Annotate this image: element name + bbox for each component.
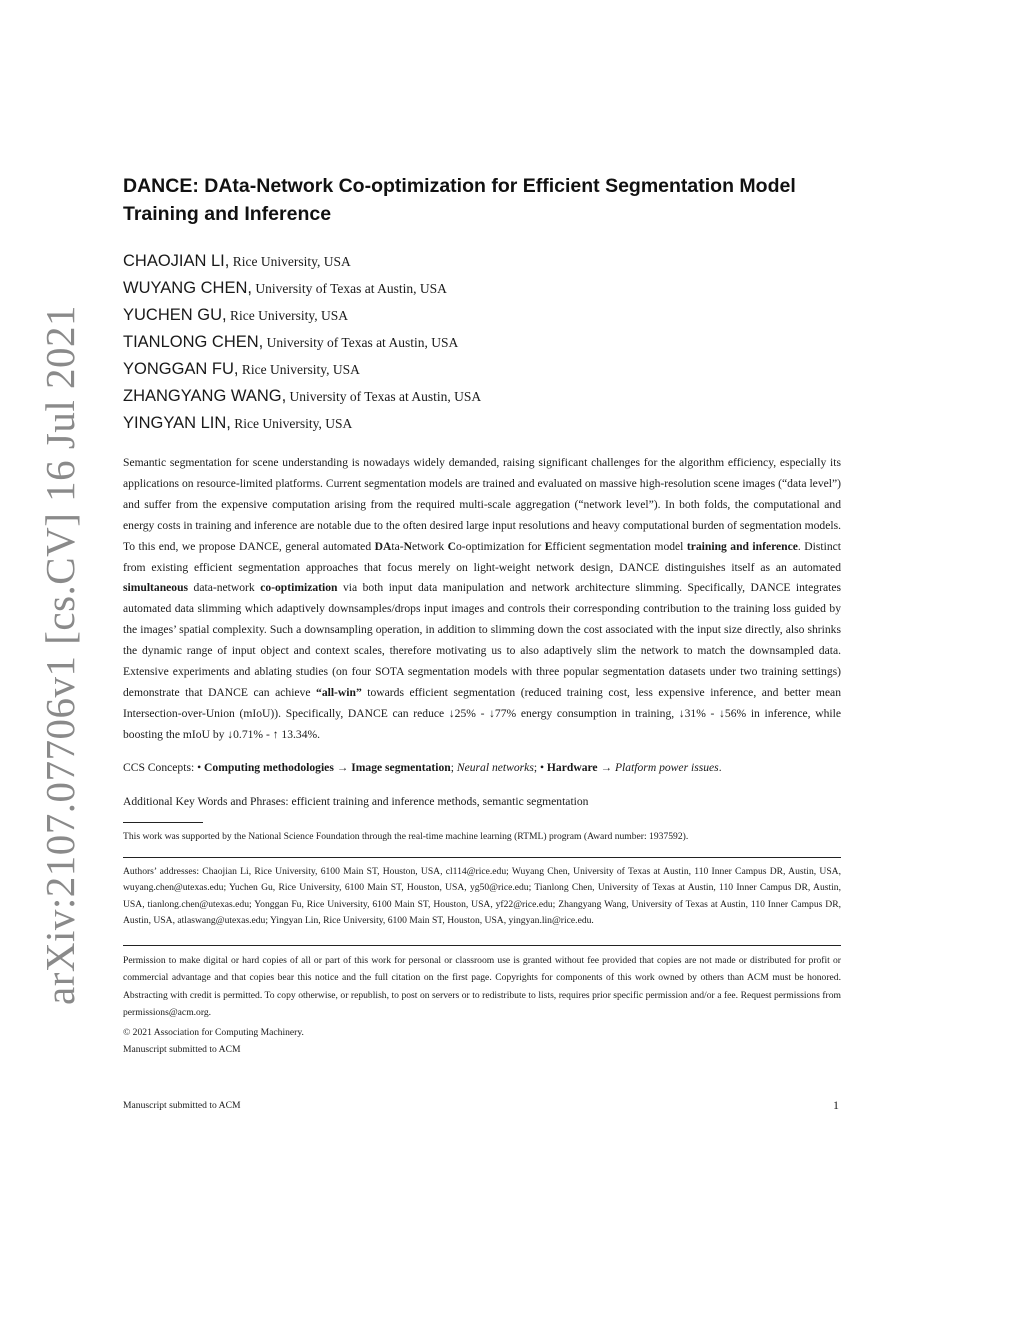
author-affiliation: Rice University, USA [241, 362, 360, 377]
abstract [123, 453, 841, 746]
funding-footnote: This work was supported by the National Science Foundation through the real-time machine learning (RTML) program (Award number: 1937592). [123, 830, 689, 842]
author-name: WUYANG CHEN, [123, 279, 252, 297]
permission-divider [123, 945, 841, 946]
author-name: ZHANGYANG WANG, [123, 387, 287, 405]
abstract-emphasis: E [544, 539, 553, 553]
abstract-emphasis: co-optimization [260, 581, 338, 595]
ccs-concept: Computing methodologies → Image segmentation [204, 760, 451, 774]
author-affiliation: University of Texas at Austin, USA [289, 389, 482, 404]
author-affiliation: Rice University, USA [234, 416, 353, 431]
ccs-concept: Hardware → [546, 760, 615, 774]
manuscript-note: Manuscript submitted to ACM [123, 1044, 241, 1056]
author-name: CHAOJIAN LI, [123, 252, 230, 270]
abstract-emphasis: DA [374, 539, 392, 553]
ccs-separator: ; [450, 760, 457, 774]
footnote-divider [123, 822, 203, 823]
ccs-label: CCS Concepts: • [123, 760, 205, 774]
page-footer [123, 1100, 841, 1111]
abstract-text: ta- [391, 539, 404, 553]
abstract-emphasis: N [403, 539, 412, 553]
page-number: 1 [833, 1098, 839, 1112]
footer-manuscript-label: Manuscript submitted to ACM [123, 1100, 241, 1111]
paper-first-page [123, 172, 841, 1059]
abstract-emphasis: C [447, 539, 456, 553]
author-name: TIANLONG CHEN, [123, 333, 264, 351]
author-entry [123, 248, 841, 275]
author-entry [123, 383, 841, 410]
ccs-separator: . [718, 760, 722, 774]
author-affiliation: Rice University, USA [232, 254, 351, 269]
author-name: YUCHEN GU, [123, 306, 227, 324]
author-entry [123, 275, 841, 302]
abstract-text: . Distinct from existing efficient segmentation approaches that focus merely on light-weight network design, DANCE distinguishes itself as an automated [123, 539, 841, 574]
copyright-notice: © 2021 Association for Computing Machinery. [123, 1026, 304, 1038]
ccs-concept: Platform power issues [614, 760, 719, 774]
arxiv-identifier: arXiv:2107.07706v1 [cs.CV] 16 Jul 2021 [37, 304, 83, 1006]
ccs-separator: ; • [533, 760, 547, 774]
abstract-text: etwork [411, 539, 448, 553]
author-entry [123, 410, 841, 437]
abstract-text: towards efficient segmentation (reduced training cost, less expensive inference, and better mean Intersection-over-Union (mIoU)). Specifically, DANCE can reduce ↓25% - ↓77% energy consumption in training, ↓31% - ↓56% in inference, while boosting the mIoU by ↓0.71% - ↑ 13.34%. [123, 685, 841, 741]
abstract-emphasis: “all-win” [316, 685, 362, 699]
author-affiliation: University of Texas at Austin, USA [255, 281, 447, 296]
author-entry [123, 329, 841, 356]
addresses-divider [123, 857, 841, 858]
ccs-concept: Neural networks [456, 760, 534, 774]
abstract-text: fficient segmentation model [552, 539, 687, 553]
author-affiliation: University of Texas at Austin, USA [266, 335, 459, 350]
author-name: YONGGAN FU, [123, 360, 239, 378]
abstract-emphasis: simultaneous [123, 581, 189, 595]
paper-title: DANCE: DAta-Network Co-optimization for Efficient Segmentation Model Training and Inference [123, 175, 796, 225]
keywords: Additional Key Words and Phrases: efficient training and inference methods, semantic segmentation [123, 794, 589, 808]
author-name: YINGYAN LIN, [123, 414, 231, 432]
author-addresses: Authors’ addresses: Chaojian Li, Rice University, 6100 Main ST, Houston, USA, cl114@rice.edu; Wuyang Chen, University of Texas at Austin, 110 Inner Campus DR, Austin, USA, wuyang.chen@utexas.edu; Yuchen Gu, Rice University, 6100 Main ST, Houston, USA, yg50@rice.edu; Tianlong Chen, University of Texas at Austin, 110 Inner Campus DR, Austin, USA, tianlong.chen@utexas.edu; Yonggan Fu, Rice University, 6100 Main ST, Houston, USA, yf22@rice.edu; Zhangyang Wang, University of Texas at Austin, 110 Inner Campus DR, Austin, USA, atlaswang@utexas.edu; Yingyan Lin, Rice University, 6100 Main ST, Houston, USA, yingyan.lin@rice.edu. [123, 865, 841, 927]
ccs-concepts [123, 758, 841, 778]
author-affiliation: Rice University, USA [229, 308, 348, 323]
author-entry [123, 302, 841, 329]
abstract-text: data-network [188, 581, 261, 595]
author-list [123, 248, 841, 437]
abstract-text: via both input data manipulation and network architecture slimming. Specifically, DANCE integrates automated data slimming which adaptively downsamples/drops input images and controls their corresponding contribution to the training loss guided by the images’ spatial complexity. Such a downsampling operation, in addition to slimming down the cost associated with the input size directly, also shrinks the dynamic range of input object and context scales, therefore motivating us to also adaptively slim the network to match the downsampled data. Extensive experiments and ablating studies (on four SOTA segmentation models with three popular segmentation datasets under two training settings) demonstrate that DANCE can achieve [123, 581, 841, 699]
abstract-text: o-optimization for [455, 539, 545, 553]
abstract-emphasis: training and inference [686, 539, 798, 553]
author-entry [123, 356, 841, 383]
permission-notice: Permission to make digital or hard copies of all or part of this work for personal or classroom use is granted without fee provided that copies are not made or distributed for profit or commercial advantage and that copies bear this notice and the full citation on the first page. Copyrights for components of this work owned by others than ACM must be honored. Abstracting with credit is permitted. To copy otherwise, or republish, to post on servers or to redistribute to lists, requires prior specific permission and/or a fee. Request permissions from permissions@acm.org. [123, 954, 841, 1019]
abstract-text: Semantic segmentation for scene understanding is nowadays widely demanded, raising significant challenges for the algorithm efficiency, especially its applications on resource-limited platforms. Current segmentation models are trained and evaluated on massive high-resolution scene images (“data level”) and suffer from the expensive computation arising from the required multi-scale aggregation (“network level”). In both folds, the computational and energy costs in training and inference are notable due to the often desired large input resolutions and heavy computational burden of segmentation models. To this end, we propose DANCE, general automated [123, 456, 841, 553]
